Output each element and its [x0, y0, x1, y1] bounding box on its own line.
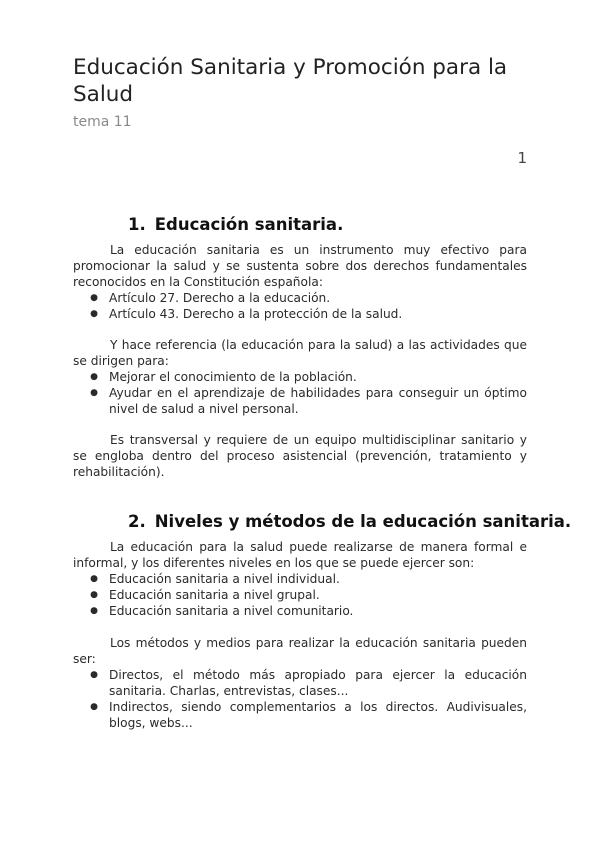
document-title: Educación Sanitaria y Promoción para la Salud	[73, 55, 508, 107]
bullet-icon: ●	[90, 372, 98, 382]
section-2-heading	[128, 512, 571, 531]
list-item: ● Indirectos, siendo complementarios a los directos. Audivisuales, blogs, webs...	[90, 700, 527, 730]
section-2-list-1	[73, 571, 527, 619]
document-subtitle: tema 11	[73, 114, 132, 130]
section-1-title: Educación sanitaria.	[154, 215, 344, 234]
section-1-number: 1.	[128, 215, 146, 234]
section-1-list-2	[73, 369, 527, 417]
bullet-icon: ●	[90, 590, 98, 600]
bullet-icon: ●	[90, 606, 98, 616]
section-1-paragraph-1: La educación sanitaria es un instrumento muy efectivo para promocionar la salud y se sustenta sobre dos derechos fundamentales reconocidos en la Constitución española:	[73, 243, 527, 289]
list-item: ● Ayudar en el aprendizaje de habilidades para conseguir un óptimo nivel de salud a nivel personal.	[90, 386, 527, 416]
bullet-icon: ●	[90, 388, 98, 398]
list-item: ● Directos, el método más apropiado para ejercer la educación sanitaria. Charlas, entrevistas, clases...	[90, 668, 527, 698]
section-2-title: Niveles y métodos de la educación sanitaria.	[154, 512, 572, 531]
section-2-number: 2.	[128, 512, 146, 531]
list-item: ● Educación sanitaria a nivel grupal.	[90, 588, 320, 602]
section-2-paragraph-2: Los métodos y medios para realizar la educación sanitaria pueden ser:	[73, 636, 527, 666]
section-2-paragraph-1: La educación para la salud puede realizarse de manera formal e informal, y los diferentes niveles en los que se puede ejercer son:	[73, 540, 527, 570]
bullet-icon: ●	[90, 670, 98, 680]
bullet-icon: ●	[90, 309, 98, 319]
page-number: 1	[517, 149, 527, 167]
list-item: ● Artículo 43. Derecho a la protección de la salud.	[90, 307, 403, 321]
section-1-list-1	[73, 290, 527, 322]
list-item: ● Educación sanitaria a nivel comunitario.	[90, 604, 354, 618]
section-1-paragraph-2: Y hace referencia (la educación para la salud) a las actividades que se dirigen para:	[73, 338, 527, 368]
list-item: ● Mejorar el conocimiento de la población.	[90, 370, 357, 384]
section-2-list-2	[73, 667, 527, 731]
section-1-heading	[128, 215, 343, 234]
section-1-paragraph-3: Es transversal y requiere de un equipo multidisciplinar sanitario y se engloba dentro del proceso asistencial (prevención, tratamiento y rehabilitación).	[73, 433, 527, 479]
bullet-icon: ●	[90, 574, 98, 584]
list-item: ● Educación sanitaria a nivel individual.	[90, 572, 340, 586]
bullet-icon: ●	[90, 293, 98, 303]
list-item: ● Artículo 27. Derecho a la educación.	[90, 291, 331, 305]
bullet-icon: ●	[90, 702, 98, 712]
